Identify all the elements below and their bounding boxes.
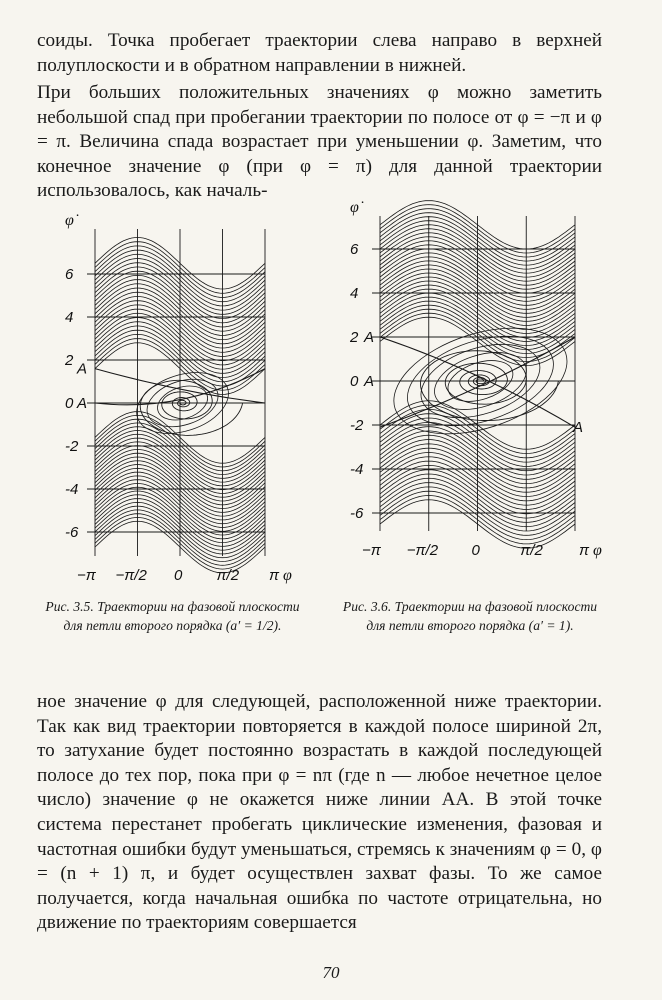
x-tick-label: −π	[362, 542, 381, 559]
y-tick-label: 2	[65, 352, 74, 369]
x-tick-label: π	[269, 567, 280, 584]
y-axis-label: φ̇	[350, 200, 359, 216]
y-tick-label: 0	[65, 395, 74, 412]
x-tick-label: −π/2	[115, 567, 147, 584]
paragraph-bottom: ное значение φ для следующей, расположенной ниже траектории. Так как вид траектории повторяется в каждой полосе шириной 2π, то затухание будет постоянно возрастать в каждой последующей полосе до тех пор, пока при φ = nπ (где n — любое нечетное целое число) значение φ не окажется ниже линии AA. В этой точке система перестанет пробегать циклические изменения, фазовая и частотная ошибки будут уменьшаться, стремясь к значениям φ = 0, φ = (n + 1) π, и будет осуществлен захват фазы. То же самое получается, когда начальная ошибка по частоте отрицательна, но движение по траекториям совершается	[37, 691, 602, 934]
x-tick-label: π/2	[520, 542, 543, 559]
x-tick-label: π/2	[216, 567, 240, 584]
figure-caption-3-5: Рис. 3.5. Траектории на фазовой плоскости для петли второго порядка (a′ = 1/2).	[45, 599, 300, 633]
x-axis-label: φ	[593, 542, 602, 559]
y-tick-label: 0	[350, 373, 359, 390]
paragraph-mid: При больших положительных значениях φ можно заметить небольшой спад при пробегании траектории по полосе от φ = −π и φ = π. Величина спада возрастает при уменьшении φ. Заметим, что конечное значение φ (при φ = π) для данной траектории использовалось, как началь-	[37, 82, 602, 202]
page-number: 70	[322, 963, 340, 982]
y-tick-label: -4	[65, 481, 79, 498]
x-axis-label: φ	[283, 567, 292, 584]
figure-3-6	[335, 200, 605, 600]
y-tick-label: 6	[350, 241, 359, 258]
separatrix-label-a: A	[77, 360, 88, 378]
y-tick-label: 4	[65, 309, 74, 326]
phase-plane-plot-1	[50, 205, 300, 605]
separatrix-label-a: A	[364, 373, 375, 390]
y-axis-label: φ̇	[65, 212, 74, 229]
x-tick-label: π	[579, 542, 590, 559]
x-tick-label: −π/2	[406, 542, 439, 559]
phase-plane-plot-2	[335, 200, 605, 600]
y-tick-label: -2	[65, 438, 79, 455]
paragraph-top: соиды. Точка пробегает траектории слева направо в верхней полуплоскости и в обратном направлении в нижней.	[37, 30, 602, 76]
x-tick-label: −π	[77, 567, 96, 584]
figure-caption-3-6: Рис. 3.6. Траектории на фазовой плоскости для петли второго порядка (a′ = 1).	[342, 599, 598, 633]
separatrix-label-a: A	[77, 395, 88, 412]
separatrix-label-a: A	[573, 419, 584, 437]
spiral-trajectory	[421, 351, 559, 421]
y-tick-label: -6	[65, 524, 79, 541]
y-tick-label: 2	[350, 329, 359, 346]
y-tick-label: -4	[350, 461, 364, 478]
figure-3-5	[50, 205, 300, 605]
x-tick-label: 0	[174, 567, 183, 584]
y-tick-label: -2	[350, 417, 364, 434]
y-tick-label: -6	[350, 505, 364, 522]
x-tick-label: 0	[471, 542, 480, 559]
y-tick-label: 6	[65, 266, 74, 283]
y-tick-label: 4	[350, 285, 359, 302]
separatrix-label-a: A	[364, 329, 375, 346]
spiral-trajectory	[140, 380, 242, 435]
